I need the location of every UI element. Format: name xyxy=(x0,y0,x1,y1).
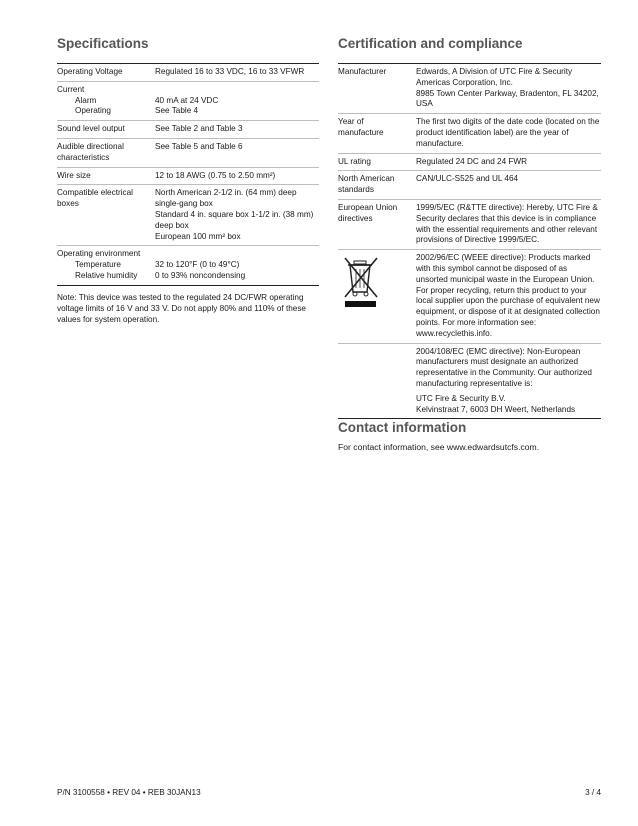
specifications-note: Note: This device was tested to the regulated 24 DC/FWR operating voltage limits of 16 V and 33 V. Do not apply 80% and 110% of these values for system operation. xyxy=(57,292,306,324)
table-row xyxy=(338,199,601,249)
representative-address: Kelvinstraat 7, 6003 DH Weert, Netherlands xyxy=(416,404,576,414)
row-label: Audible directional characteristics xyxy=(57,141,124,162)
specifications-table xyxy=(57,63,319,286)
certification-section xyxy=(338,36,601,419)
footer-page-number: 3 / 4 xyxy=(585,788,601,797)
row-label: Manufacturer xyxy=(338,67,387,76)
table-row xyxy=(338,114,601,153)
table-row xyxy=(338,171,601,200)
manufacturer-name: Edwards, A Division of UTC Fire & Security Americas Corporation, Inc. xyxy=(416,67,573,87)
row-value: The first two digits of the date code (located on the product identification label) are the year of manufacture. xyxy=(416,117,600,148)
row-label: Operating environment xyxy=(57,249,141,259)
box-line: North American 2-1/2 in. (64 mm) deep single-gang box xyxy=(155,188,297,209)
table-row xyxy=(57,185,319,246)
table-row xyxy=(57,64,319,82)
contact-text: For contact information, see www.edwardsutcfs.com. xyxy=(338,442,540,452)
weee-crossed-bin-icon xyxy=(342,256,382,308)
box-line: Standard 4 in. square box 1-1/2 in. (38 mm) deep box xyxy=(155,209,314,230)
weee-text: 2002/96/EC (WEEE directive): Products marked with this symbol cannot be disposed of as unsorted municipal waste in the European Union. For proper recycling, return this product to your local supplier upon the purchase of equivalent new equipment, or dispose of it at designated collection points. For more information see: www.recyclethis.info. xyxy=(416,253,600,338)
table-row xyxy=(338,153,601,171)
certification-table xyxy=(338,63,601,419)
row-label: Operating Voltage xyxy=(57,67,123,76)
row-label: Wire size xyxy=(57,170,91,180)
humidity-label: Relative humidity xyxy=(75,270,138,280)
table-row xyxy=(57,167,319,185)
row-label: European Union directives xyxy=(338,202,398,223)
row-label: Year of manufacture xyxy=(338,117,384,137)
row-value: Regulated 24 DC and 24 FWR xyxy=(416,156,528,166)
contact-title: Contact information xyxy=(338,420,467,435)
row-value: Regulated 16 to 33 VDC, 16 to 33 VFWR xyxy=(155,67,305,76)
temperature-value: 32 to 120°F (0 to 49°C) xyxy=(155,260,240,270)
certification-title: Certification and compliance xyxy=(338,36,523,51)
row-label: Current xyxy=(57,84,85,94)
row-label: Sound level output xyxy=(57,124,125,134)
temperature-label: Temperature xyxy=(75,260,121,270)
specifications-section xyxy=(57,36,319,325)
emc-text: 2004/108/EC (EMC directive): Non-European manufacturers must designate an authorized representative in the Community. Our authorized manufacturing representative is: xyxy=(416,346,592,388)
row-value: CAN/ULC-S525 and UL 464 xyxy=(416,174,519,184)
row-value: See Table 2 and Table 3 xyxy=(155,124,243,134)
row-value: See Table 5 and Table 6 xyxy=(155,141,243,151)
specifications-title: Specifications xyxy=(57,36,149,51)
table-row xyxy=(57,121,319,139)
alarm-value: 40 mA at 24 VDC xyxy=(155,95,219,105)
manufacturer-address: 8985 Town Center Parkway, Bradenton, FL 34202, USA xyxy=(416,88,599,109)
operating-value: See Table 4 xyxy=(155,106,199,116)
footer-part-number: P/N 3100558 • REV 04 • REB 30JAN13 xyxy=(57,788,201,797)
row-label: UL rating xyxy=(338,156,371,166)
row-label: North American standards xyxy=(338,174,395,195)
representative-name: UTC Fire & Security B.V. xyxy=(416,393,506,403)
box-line: European 100 mm² box xyxy=(155,231,241,241)
alarm-label: Alarm xyxy=(75,95,97,105)
table-row xyxy=(338,250,601,343)
humidity-value: 0 to 93% noncondensing xyxy=(155,270,246,280)
table-row xyxy=(57,138,319,167)
table-row xyxy=(57,81,319,120)
table-row xyxy=(338,343,601,419)
table-row xyxy=(338,64,601,114)
table-row xyxy=(57,246,319,285)
row-label: Compatible electrical boxes xyxy=(57,188,133,209)
row-value: 12 to 18 AWG (0.75 to 2.50 mm²) xyxy=(155,170,276,180)
row-value: 1999/5/EC (R&TTE directive): Hereby, UTC Fire & Security declares that this device is in compliance with the essential requirements and other relevant provisions of Directive 1999/5/EC. xyxy=(416,202,598,245)
operating-label: Operating xyxy=(75,106,111,116)
